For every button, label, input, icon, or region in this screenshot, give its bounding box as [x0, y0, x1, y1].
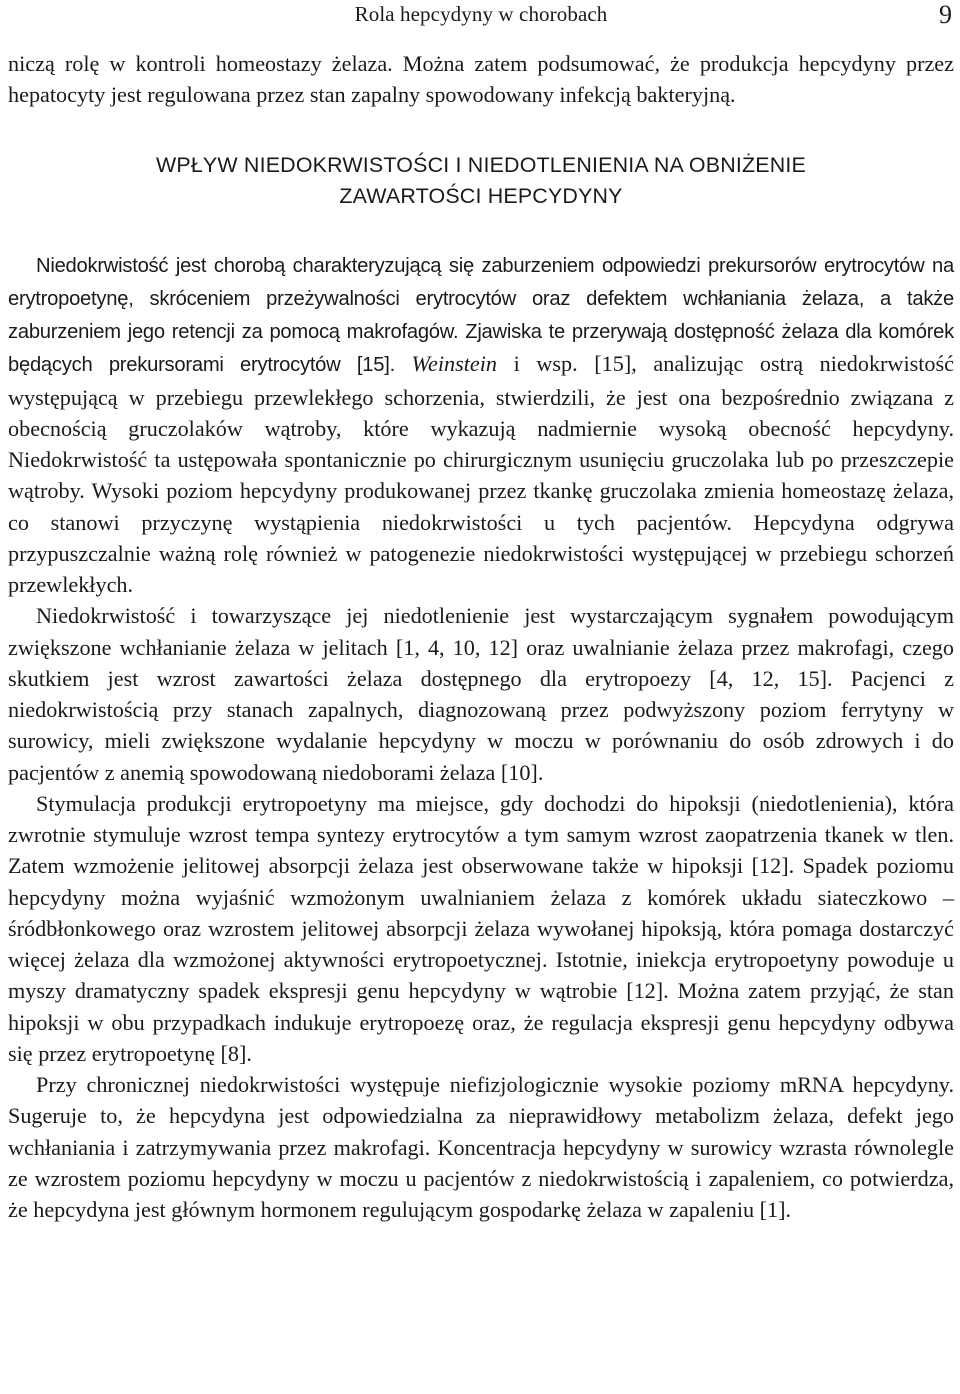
running-title: Rola hepcydyny w chorobach	[354, 2, 608, 26]
paragraph-sans-text: Niedokrwistość jest chorobą charakteryzującą się zaburzeniem odpowiedzi prekursorów erytrocytów na erytropoetynę, skróceniem przeżywalności erytrocytów oraz defektem wchłaniania żelaza, a także zaburzeniem jego retencji za pomocą makrofagów. Zjawiska te przerywają dostępność żelaza dla komórek będących prekursorami erytrocytów [15].	[8, 254, 954, 377]
paragraph-text: i wsp. [15], analizując ostrą niedokrwistość występującą w przebiegu przewlekłego schorzenia, stwierdzili, że jest ona bezpośrednio związana z obecnością gruczolaków wątroby, które wykazują nadmiernie wysoką obecność hepcydyny. Niedokrwistość ta ustępowała spontanicznie po chirurgicznym usunięciu gruczolaka lub po przeszczepie wątroby. Wysoki poziom hepcydyny produkowanej przez tkankę gruczolaka zmienia homeostazę żelaza, co stanowi przyczynę wystąpienia niedokrwistości u tych pacjentów. Hepcydyna odgrywa przypuszczalnie ważną rolę również w patogenezie niedokrwistości występującej w przebiegu schorzeń przewlekłych.	[8, 351, 954, 597]
continued-paragraph: niczą rolę w kontroli homeostazy żelaza. Można zatem podsumować, że produkcja hepcydyny przez hepatocyty jest regulowana przez stan zapalny spowodowany infekcją bakteryjną.	[8, 51, 954, 108]
author-citation: Weinstein	[411, 351, 498, 377]
section-heading	[8, 150, 954, 212]
running-header	[8, 0, 954, 48]
paragraph-erythropoietin: Stymulacja produkcji erytropoetyny ma miejsce, gdy dochodzi do hipoksji (niedotlenienia), która zwrotnie stymuluje wzrost tempa syntezy erytrocytów a tym samym wzrost zaopatrzenia tkanek w tlen. Zatem wzmożenie jelitowej absorpcji żelaza jest obserwowane także w hipoksji [12]. Spadek poziomu hepcydyny można wyjaśnić wzmożonym uwalnianiem żelaza z komórek układu siateczkowo – śródbłonkowego oraz wzrostem jelitowej absorpcji żelaza wywołanej hipoksją, która pomaga dostarczyć więcej żelaza dla wzmożonej aktywności erytropoetycznej. Istotnie, iniekcja erytropoetyny powoduje u myszy dramatyczny spadek ekspresji genu hepcydyny w wątrobie [12]. Można zatem przyjąć, że stan hipoksji w obu przypadkach indukuje erytropoezę oraz, że regulacja ekspresji genu hepcydyny odbywa się przez erytropoetynę [8].	[8, 790, 954, 1066]
document-page	[8, 0, 954, 1394]
paragraph-anemia-definition	[8, 249, 954, 601]
section-heading-line-1: WPŁYW NIEDOKRWISTOŚCI I NIEDOTLENIENIA NA OBNIŻENIE	[155, 152, 807, 177]
paragraph-hypoxia-signal: Niedokrwistość i towarzyszące jej niedotlenienie jest wystarczającym sygnałem powodującym zwiększone wchłanianie żelaza w jelitach [1, 4, 10, 12] oraz uwalnianie żelaza przez makrofagi, czego skutkiem jest wzrost zawartości żelaza dostępnego dla erytropoezy [4, 12, 15]. Pacjenci z niedokrwistością przy stanach zapalnych, diagnozowaną przez podwyższony poziom ferrytyny w surowicy, mieli zwiększone wydalanie hepcydyny w moczu w porównaniu do osób zdrowych i do pacjentów z anemią spowodowaną niedoborami żelaza [10].	[8, 603, 954, 785]
section-heading-line-2: ZAWARTOŚCI HEPCYDYNY	[339, 183, 623, 208]
paragraph-chronic-anemia: Przy chronicznej niedokrwistości występuje niefizjologicznie wysokie poziomy mRNA hepcydyny. Sugeruje to, że hepcydyna jest odpowiedzialna za nieprawidłowy metabolizm żelaza, defekt jego wchłaniania i zatrzymywania przez makrofagi. Koncentracja hepcydyny w surowicy wzrasta równolegle ze wzrostem poziomu hepcydyny w moczu u pacjentów z niedokrwistością i zapaleniem, co potwierdza, że hepcydyna jest głównym hormonem regulującym gospodarkę żelaza w zapaleniu [1].	[8, 1072, 954, 1222]
page-number: 9	[939, 0, 952, 29]
